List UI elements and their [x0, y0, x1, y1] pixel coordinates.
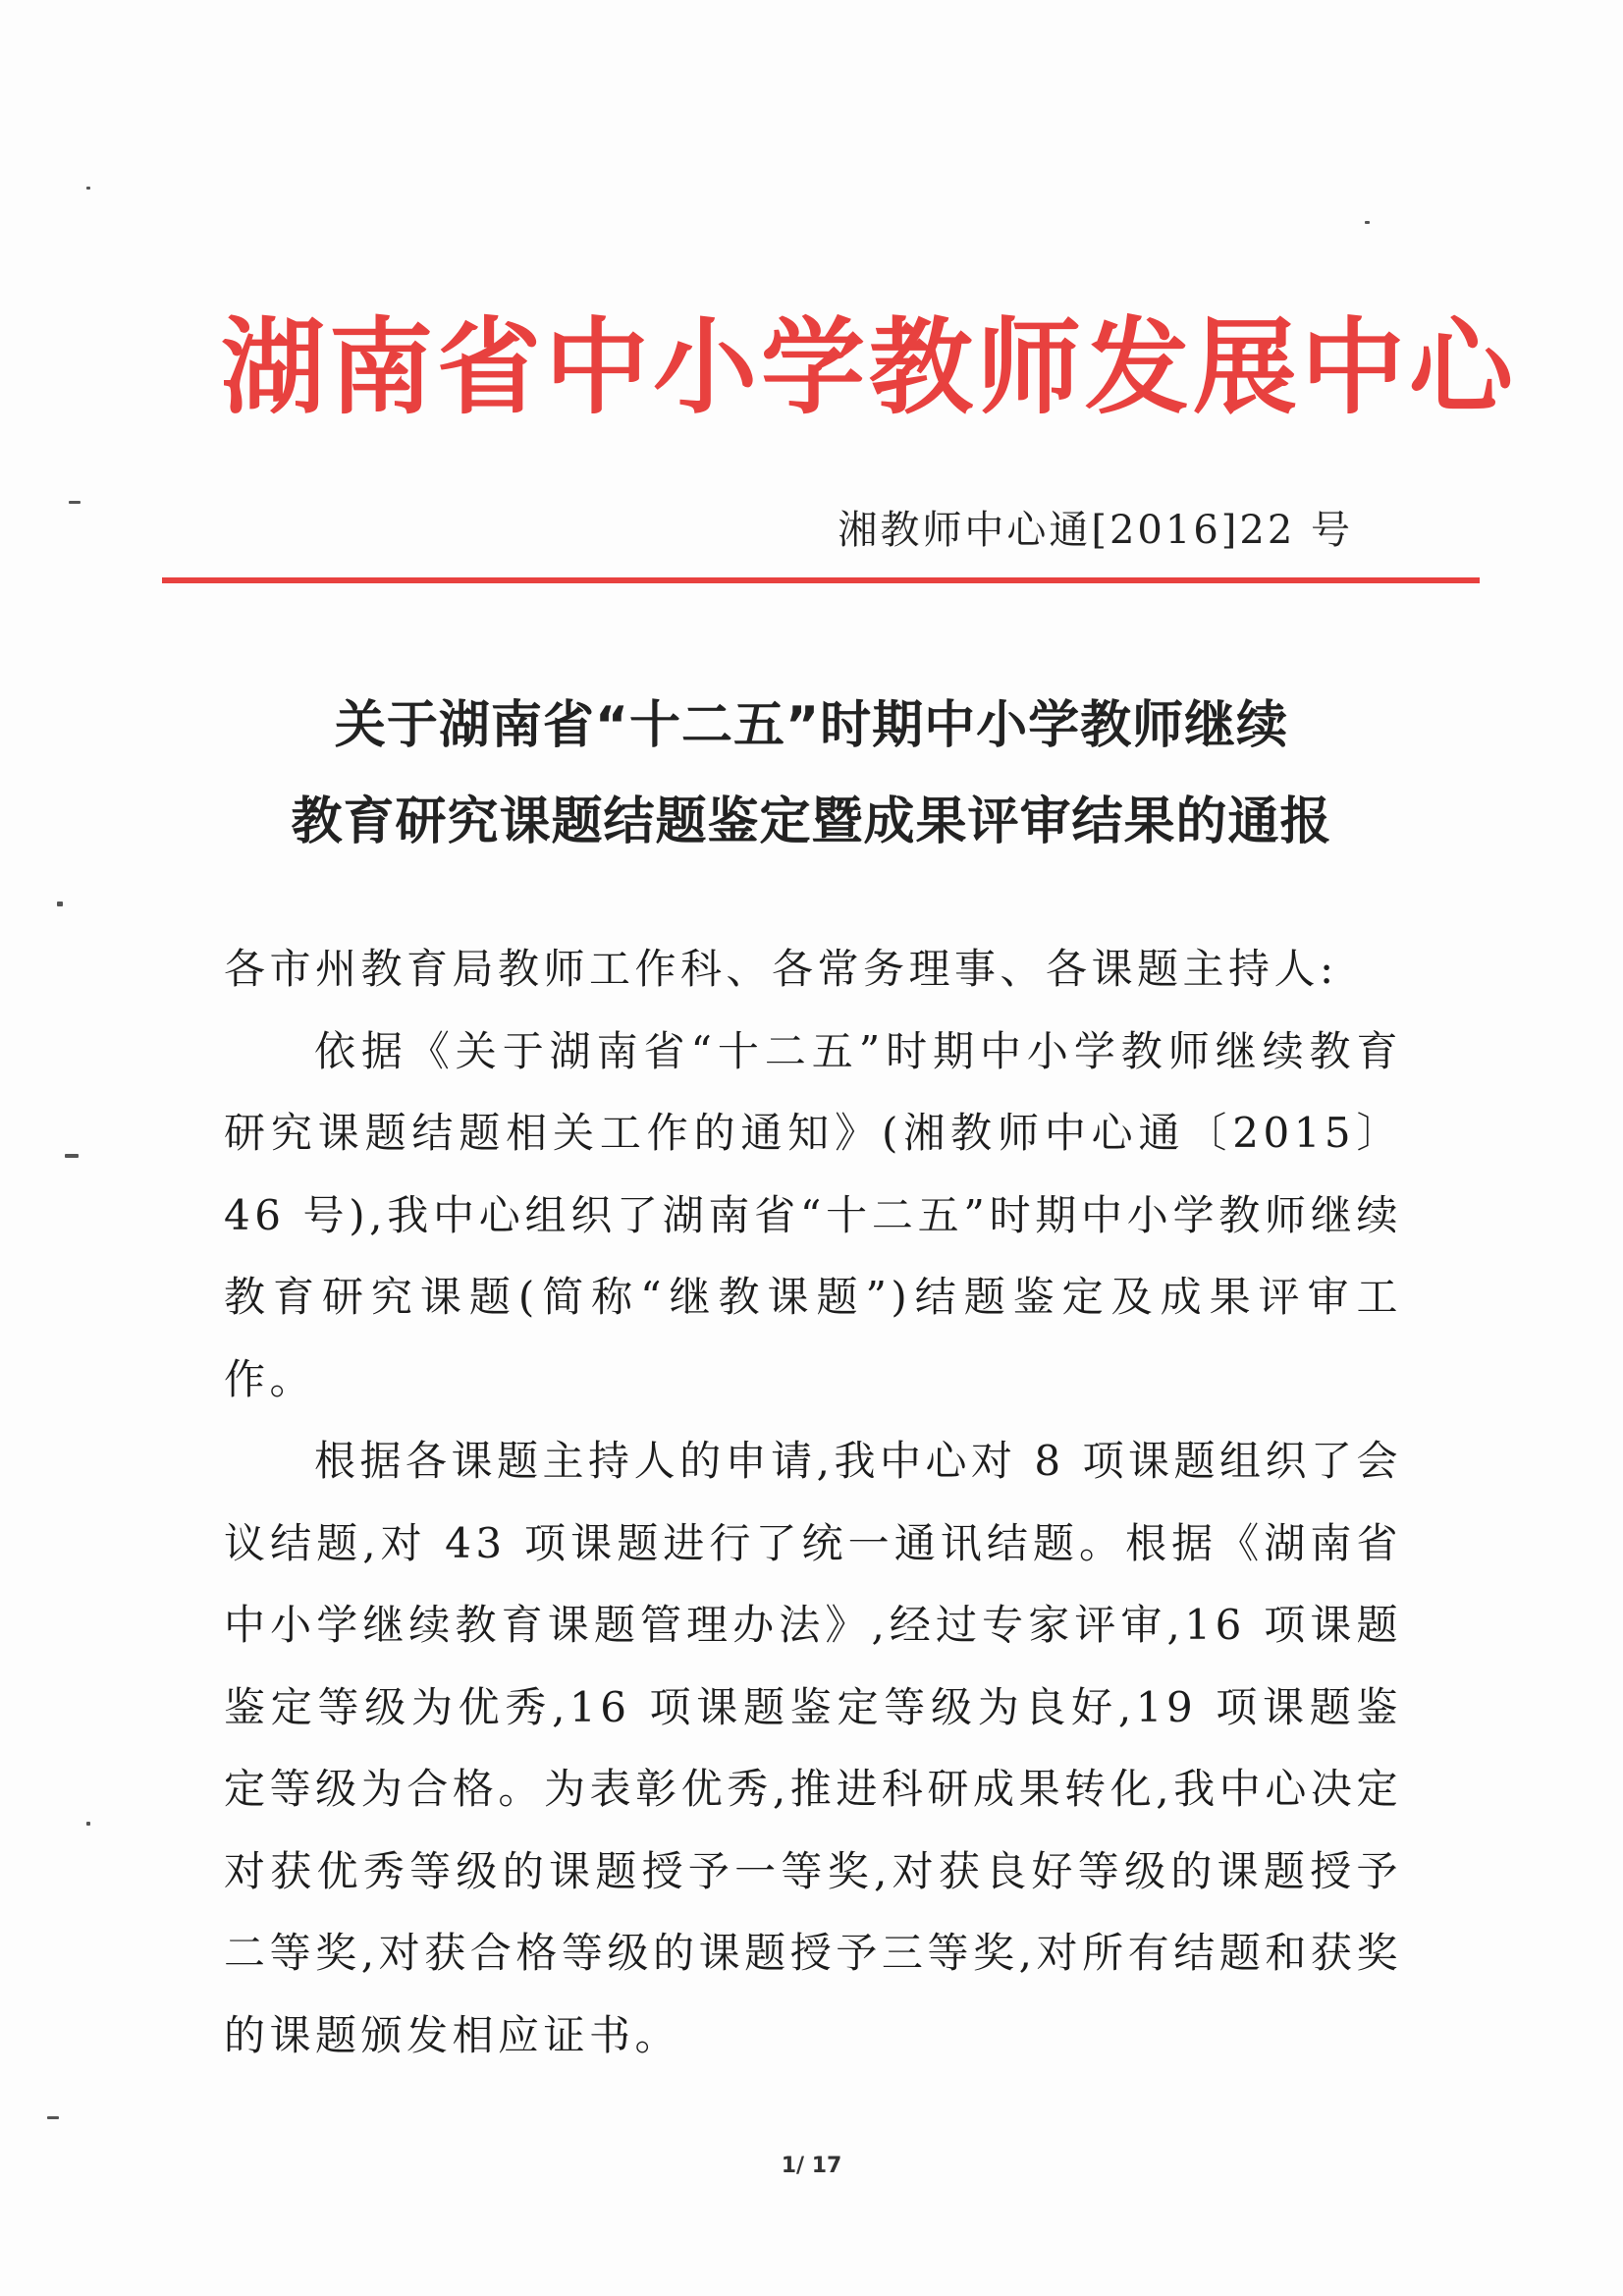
scan-speck: [65, 1154, 79, 1158]
scan-speck: [1365, 221, 1370, 224]
page-number: 1/ 17: [781, 2154, 842, 2178]
body-paragraph-2: 根据各课题主持人的申请,我中心对 8 项课题组织了会议结题,对 43 项课题进行了统一通讯结题。根据《湖南省中小学继续教育课题管理办法》,经过专家评审,16 项课题鉴定等级为优秀,16 项课题鉴定等级为良好,19 项课题鉴定等级为合格。为表彰优秀,推进科研成果转化,我中心决定对获优秀等级的课题授予一等奖,对获良好等级的课题授予二等奖,对获合格等级的课题授予三等奖,对所有结题和获奖的课题颁发相应证书。: [224, 1437, 1402, 2059]
title-line-1: 关于湖南省“十二五”时期中小学教师继续: [334, 696, 1289, 755]
red-divider-line: [162, 577, 1480, 583]
scan-speck: [69, 501, 81, 504]
salutation: 各市州教育局教师工作科、各常务理事、各课题主持人:: [224, 945, 1338, 993]
document-body: [224, 928, 1402, 2076]
scan-speck: [86, 187, 90, 190]
organization-header: 湖南省中小学教师发展中心: [221, 307, 1517, 428]
document-number: 湘教师中心通[2016]22 号: [838, 508, 1353, 553]
title-line-2: 教育研究课题结题鉴定暨成果评审结果的通报: [291, 793, 1332, 851]
document-title: [147, 678, 1476, 870]
scan-speck: [57, 902, 63, 906]
body-paragraph-1: 依据《关于湖南省“十二五”时期中小学教师继续教育研究课题结题相关工作的通知》(湘教师中心通〔2015〕46 号),我中心组织了湖南省“十二五”时期中小学教师继续教育研究课题(简称“继教课题”)结题鉴定及成果评审工作。: [224, 1026, 1402, 1403]
scan-speck: [86, 1822, 90, 1826]
scan-speck: [47, 2116, 59, 2119]
